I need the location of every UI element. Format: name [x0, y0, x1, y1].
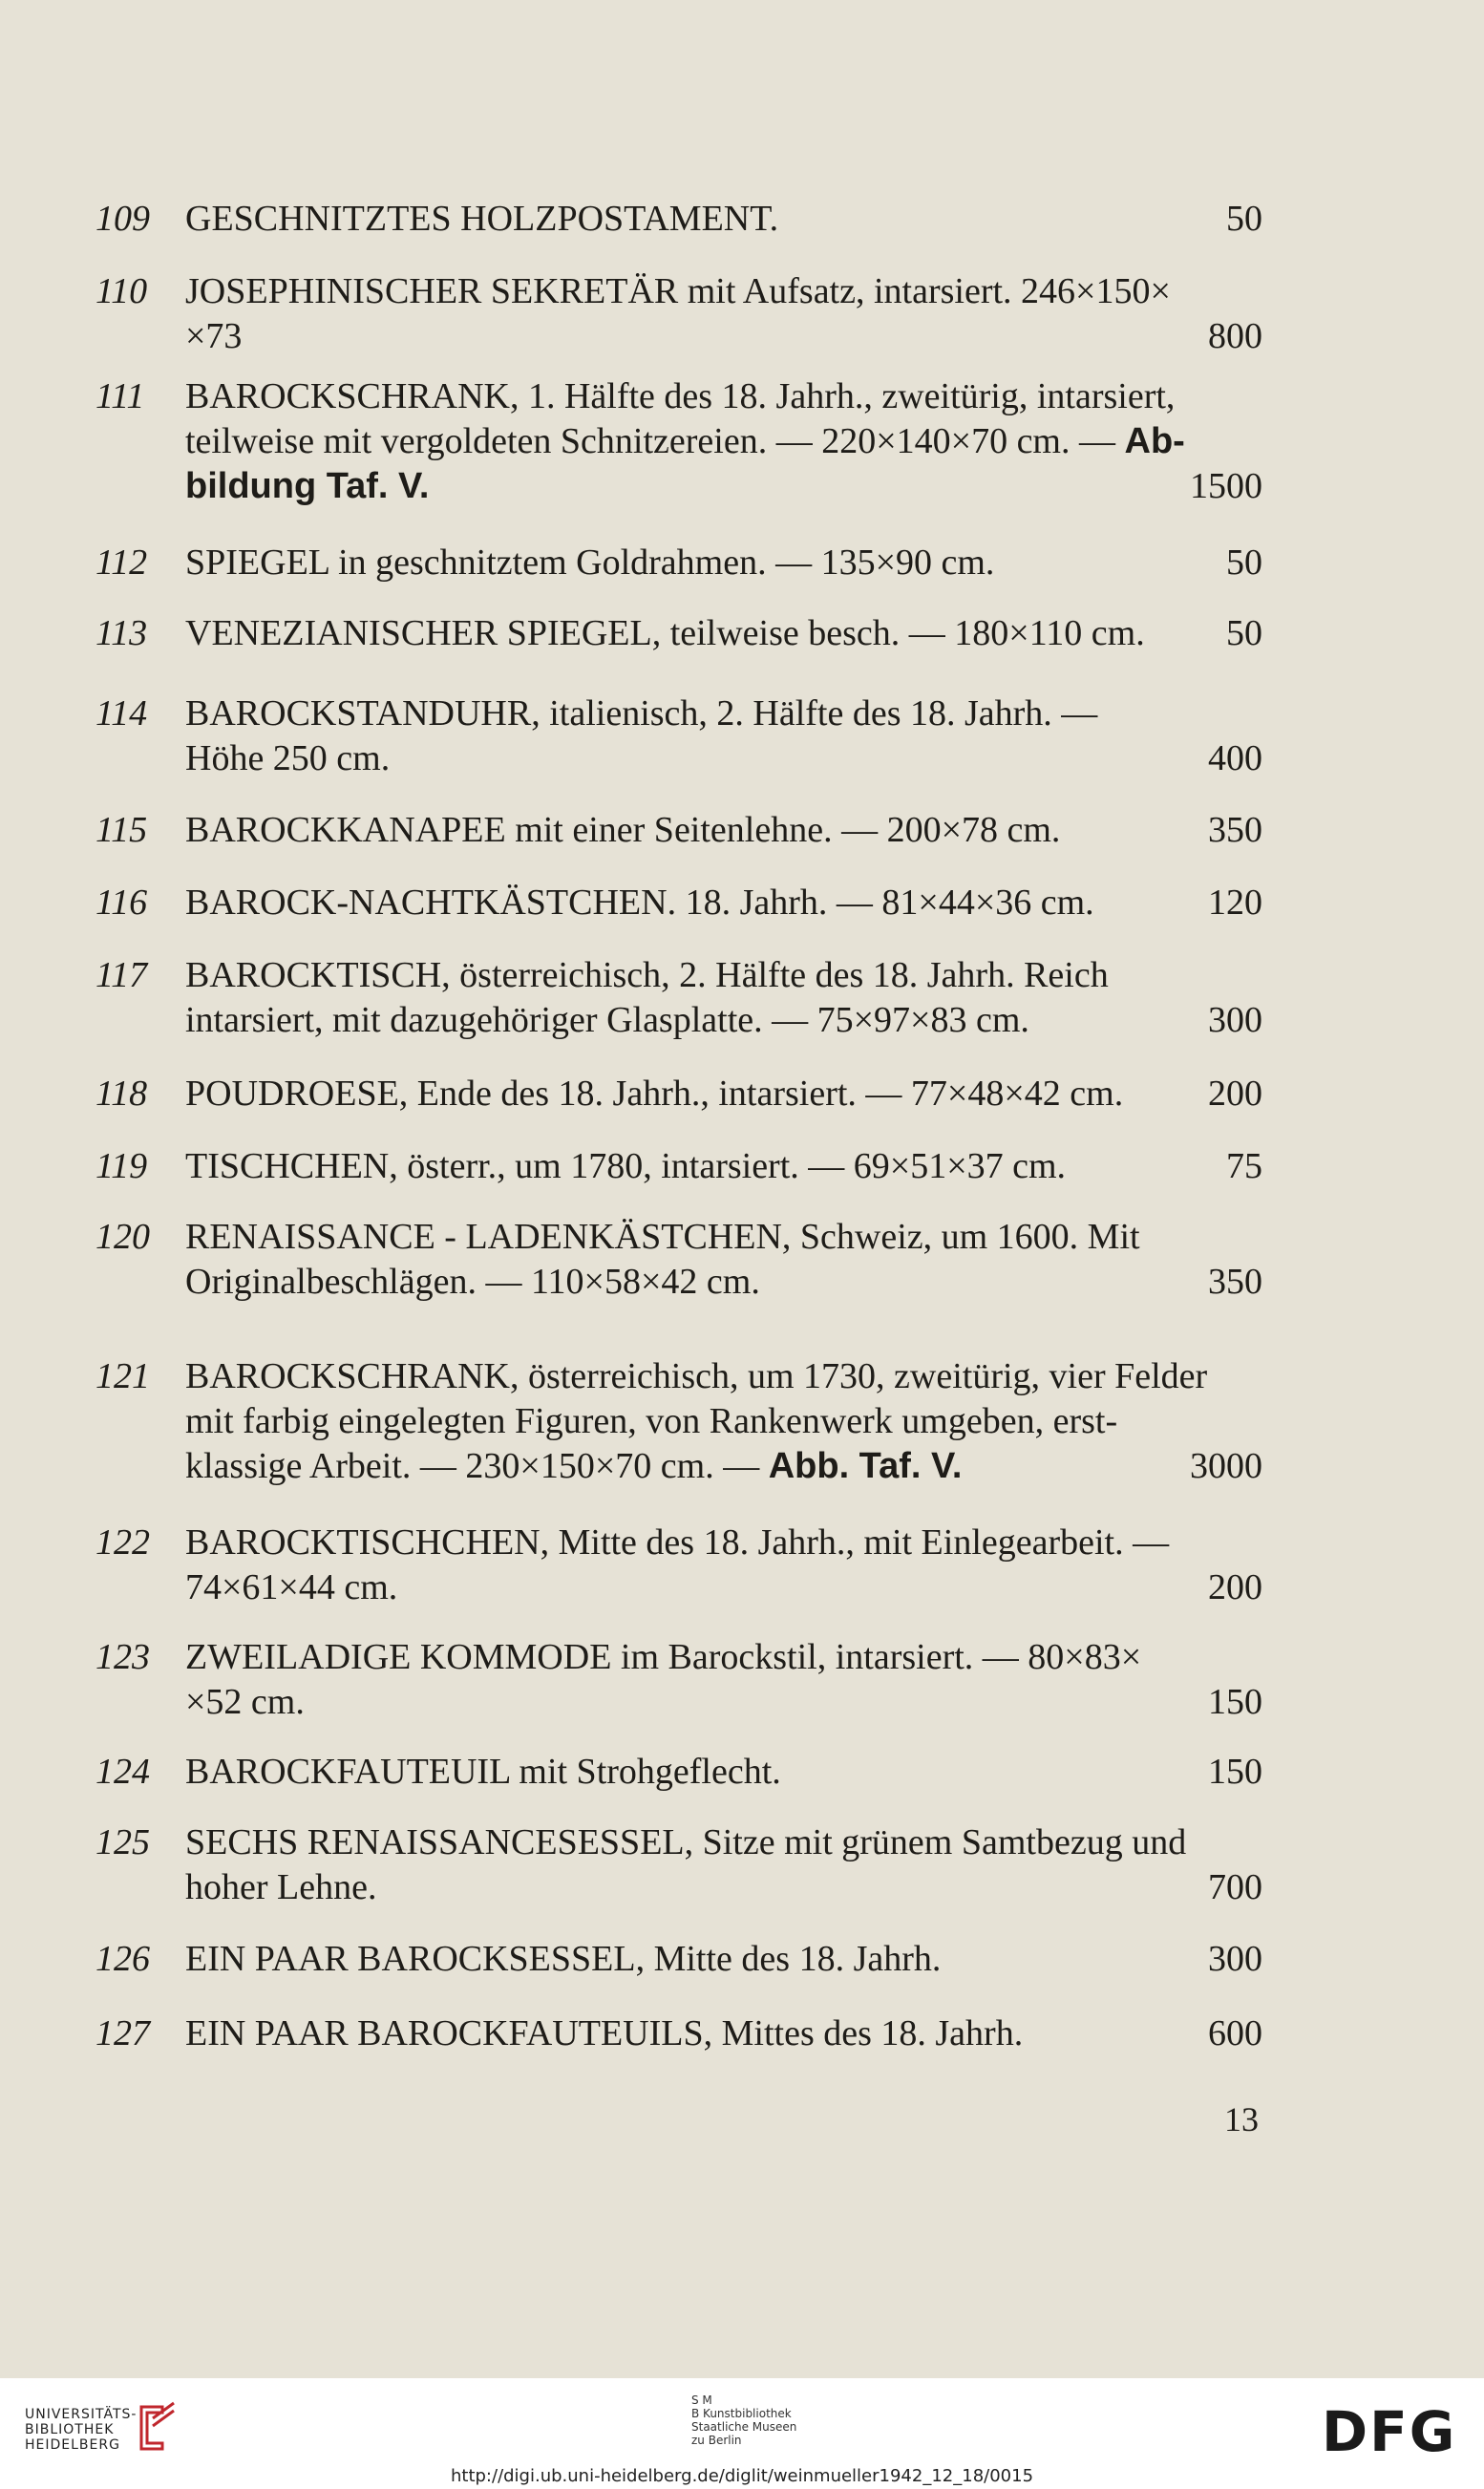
description-line: hoher Lehne.	[185, 1867, 377, 1907]
lot-description	[185, 881, 1262, 925]
lot-price: 700	[1208, 1867, 1262, 1907]
lot-description	[185, 374, 1262, 509]
lot-price: 50	[1226, 542, 1262, 583]
lot-price: 800	[1208, 316, 1262, 356]
lot-price: 350	[1208, 810, 1262, 850]
catalog-entry	[95, 269, 1262, 359]
lot-description	[185, 197, 1262, 242]
lot-description	[185, 1215, 1262, 1305]
description-final-line	[185, 1260, 1262, 1305]
catalog-entry	[95, 541, 1262, 585]
page-number: 13	[1224, 2100, 1259, 2138]
description-final-line	[185, 1680, 1262, 1725]
description-line: BAROCKSTANDUHR, italienisch, 2. Hälfte des 18. Jahrh. —	[185, 693, 1098, 734]
lot-description	[185, 1635, 1262, 1725]
library-line: Staatliche Museen	[691, 2420, 797, 2434]
description-line: POUDROESE, Ende des 18. Jahrh., intarsiert. — 77×48×42 cm.	[185, 1074, 1124, 1114]
catalog-entry	[95, 1215, 1262, 1305]
lot-price: 350	[1208, 1262, 1262, 1302]
description-line: 74×61×44 cm.	[185, 1567, 398, 1607]
lot-number: 116	[95, 883, 148, 923]
description-line: ZWEILADIGE KOMMODE im Barockstil, intarsiert. — 80×83×	[185, 1637, 1142, 1677]
description-line: BAROCKTISCH, österreichisch, 2. Hälfte des 18. Jahrh. Reich	[185, 955, 1109, 995]
kunstbibliothek-label	[691, 2393, 796, 2447]
library-line: B Kunstbibliothek	[691, 2407, 792, 2420]
description-final-line	[185, 1937, 1262, 1982]
description-line: EIN PAAR BAROCKSESSEL, Mitte des 18. Jahrh.	[185, 1939, 942, 1979]
lot-number: 126	[95, 1939, 150, 1979]
description-line: BAROCKSCHRANK, österreichisch, um 1730, zweitürig, vier Felder	[185, 1356, 1208, 1396]
description-final-line	[185, 611, 1262, 656]
description-line: BAROCKFAUTEUIL mit Strohgeflecht.	[185, 1752, 781, 1792]
lot-description	[185, 691, 1262, 781]
lot-price: 50	[1226, 613, 1262, 653]
description-final-line	[185, 464, 1262, 509]
lot-description	[185, 1144, 1262, 1189]
lot-description	[185, 2011, 1262, 2056]
description-line: ×73	[185, 316, 243, 356]
description-line: SECHS RENAISSANCESESSEL, Sitze mit grünem Samtbezug und	[185, 1822, 1187, 1862]
catalog-entry	[95, 197, 1262, 242]
lot-description	[185, 269, 1262, 359]
university-line: UNIVERSITÄTS-	[25, 2407, 138, 2422]
description-final-line	[185, 998, 1262, 1043]
description-line: ×52 cm.	[185, 1682, 305, 1722]
lot-description	[185, 1937, 1262, 1982]
catalog-entry	[95, 374, 1262, 509]
description-final-line	[185, 197, 1262, 242]
description-final-line	[185, 541, 1262, 585]
description-line: JOSEPHINISCHER SEKRETÄR mit Aufsatz, intarsiert. 246×150×	[185, 271, 1171, 311]
description-line: intarsiert, mit dazugehöriger Glasplatte. — 75×97×83 cm.	[185, 1000, 1029, 1040]
lot-price: 120	[1208, 883, 1262, 923]
description-final-line	[185, 808, 1262, 853]
lot-number: 125	[95, 1822, 150, 1862]
catalog-entry	[95, 881, 1262, 925]
description-final-line	[185, 736, 1262, 781]
catalog-entry	[95, 611, 1262, 656]
description-line: teilweise mit vergoldeten Schnitzereien. — 220×140×70 cm. — Ab-	[185, 421, 1185, 461]
catalog-entry	[95, 1635, 1262, 1725]
lot-description	[185, 1521, 1262, 1610]
lot-description	[185, 541, 1262, 585]
library-line: zu Berlin	[691, 2434, 742, 2447]
lot-number: 114	[95, 693, 148, 734]
lot-price: 3000	[1190, 1446, 1262, 1486]
lot-number: 117	[95, 955, 148, 995]
description-line: BAROCK-NACHTKÄSTCHEN. 18. Jahrh. — 81×44×36 cm.	[185, 883, 1094, 923]
description-final-line	[185, 1565, 1262, 1610]
description-final-line	[185, 881, 1262, 925]
description-line: GESCHNITZTES HOLZPOSTAMENT.	[185, 199, 779, 239]
lot-description	[185, 1072, 1262, 1117]
university-library-label	[25, 2407, 137, 2453]
description-line: TISCHCHEN, österr., um 1780, intarsiert. — 69×51×37 cm.	[185, 1146, 1067, 1186]
description-line: BAROCKSCHRANK, 1. Hälfte des 18. Jahrh., zweitürig, intarsiert,	[185, 376, 1176, 416]
lot-number: 124	[95, 1752, 150, 1792]
lot-number: 110	[95, 271, 148, 311]
university-logo-icon	[134, 2399, 180, 2457]
description-final-line	[185, 1072, 1262, 1117]
lot-number: 112	[95, 542, 148, 583]
description-line: Höhe 250 cm.	[185, 738, 391, 778]
description-line: SPIEGEL in geschnitztem Goldrahmen. — 135×90 cm.	[185, 542, 995, 583]
description-line: klassige Arbeit. — 230×150×70 cm. — Abb. Taf. V.	[185, 1446, 963, 1486]
catalog-entry	[95, 808, 1262, 853]
description-line: BAROCKKANAPEE mit einer Seitenlehne. — 200×78 cm.	[185, 810, 1061, 850]
lot-price: 400	[1208, 738, 1262, 778]
lot-number: 119	[95, 1146, 148, 1186]
description-final-line	[185, 1750, 1262, 1795]
catalog-entry	[95, 1937, 1262, 1982]
lot-price: 200	[1208, 1567, 1262, 1607]
description-line: EIN PAAR BAROCKFAUTEUILS, Mittes des 18. Jahrh.	[185, 2013, 1024, 2053]
description-final-line	[185, 1144, 1262, 1189]
description-final-line	[185, 1444, 1262, 1489]
university-line: BIBLIOTHEK	[25, 2422, 115, 2437]
description-final-line	[185, 2011, 1262, 2056]
lot-number: 122	[95, 1522, 150, 1563]
lot-description	[185, 1750, 1262, 1795]
lot-price: 300	[1208, 1000, 1262, 1040]
university-line: HEIDELBERG	[25, 2437, 120, 2453]
lot-description	[185, 1354, 1262, 1489]
lot-price: 600	[1208, 2013, 1262, 2053]
lot-price: 150	[1208, 1752, 1262, 1792]
lot-price: 75	[1226, 1146, 1262, 1186]
lot-number: 120	[95, 1217, 150, 1257]
lot-price: 50	[1226, 199, 1262, 239]
description-line: mit farbig eingelegten Figuren, von Rankenwerk umgeben, erst-	[185, 1401, 1118, 1441]
catalog-entry	[95, 1521, 1262, 1610]
lot-description	[185, 611, 1262, 656]
catalog-entry	[95, 953, 1262, 1043]
lot-price: 150	[1208, 1682, 1262, 1722]
lot-number: 121	[95, 1356, 150, 1396]
lot-description	[185, 953, 1262, 1043]
description-line: BAROCKTISCHCHEN, Mitte des 18. Jahrh., mit Einlegearbeit. —	[185, 1522, 1170, 1563]
catalog-entry	[95, 1072, 1262, 1117]
catalog-entry	[95, 1144, 1262, 1189]
description-line: RENAISSANCE - LADENKÄSTCHEN, Schweiz, um 1600. Mit	[185, 1217, 1140, 1257]
lot-description	[185, 808, 1262, 853]
dfg-logo: DFG	[1322, 2399, 1457, 2464]
description-line: VENEZIANISCHER SPIEGEL, teilweise besch. — 180×110 cm.	[185, 613, 1145, 653]
lot-number: 123	[95, 1637, 150, 1677]
description-final-line	[185, 314, 1262, 359]
catalog-entry	[95, 1354, 1262, 1489]
catalog-entry	[95, 2011, 1262, 2056]
lot-price: 300	[1208, 1939, 1262, 1979]
lot-number: 115	[95, 810, 148, 850]
description-line: bildung Taf. V.	[185, 466, 430, 506]
lot-price: 1500	[1190, 466, 1262, 506]
catalog-entry	[95, 1820, 1262, 1910]
description-final-line	[185, 1865, 1262, 1910]
library-line: S M	[691, 2393, 712, 2407]
lot-number: 118	[95, 1074, 148, 1114]
lot-description	[185, 1820, 1262, 1910]
catalog-entry	[95, 691, 1262, 781]
lot-number: 111	[95, 376, 145, 416]
lot-number: 113	[95, 613, 148, 653]
lot-price: 200	[1208, 1074, 1262, 1114]
catalog-entry	[95, 1750, 1262, 1795]
lot-number: 109	[95, 199, 150, 239]
lot-number: 127	[95, 2013, 150, 2053]
description-line: Originalbeschlägen. — 110×58×42 cm.	[185, 1262, 760, 1302]
permalink-url[interactable]: http://digi.ub.uni-heidelberg.de/diglit/weinmueller1942_12_18/0015	[450, 2466, 1034, 2486]
